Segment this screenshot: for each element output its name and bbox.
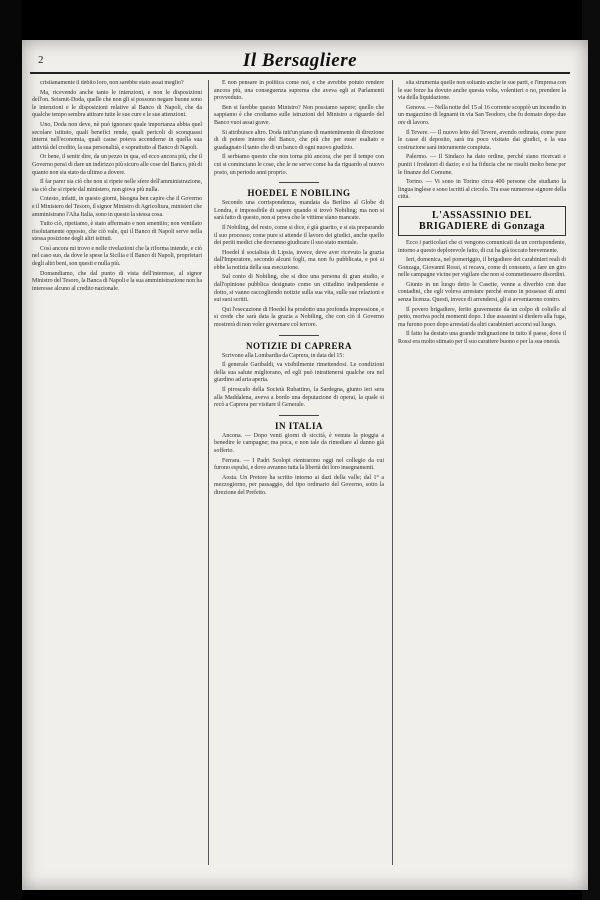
column-3 — [398, 80, 566, 865]
article-paragraph: Tutto ciò, ripetiamo, è stato affermato e non smentito; non ventilato risolutamente opposto, che ciò vale, qui il Banco di Napoli serve nella stessa posizione degli altri istituti. — [32, 221, 202, 243]
article-paragraph: Torino. — Vi sono in Torino circa 400 persone che studiano la lingua inglese e sono iscritti al circolo. Tra esse numerose signore della città. — [398, 179, 566, 201]
article-paragraph: E non pensare in politica come noi, e che avrebbe potuto rendere ancora più, una conseguenza suprema che aveva egli ai Parlamenti provveduto. — [214, 80, 384, 102]
article-paragraph: Il generale Garibaldi, va visibilmente rimettendosi. Le condizioni della sua salute migliorano, ed egli può intrattenersi qualche ora nel giardino ad aria aperta. — [214, 362, 384, 384]
article-paragraph: Sul conto di Nobiling, che si dice una persona di gran studio, e dall'opinione pubblica designato come un cittadino indipendente e dotto, si vanno raccogliendo notizie sulla sua vita, sulle sue relazioni e sui suoi scritti. — [214, 274, 384, 304]
article-paragraph: sita strumenta quelle non soltanto anche le sue parti, e l'impresa con le sue forze ha dovuto anche questa volta, volentieri o no, prendere la via della liquidazione. — [398, 80, 566, 102]
article-paragraph: cristianamente il debito loro, non sarebbe stato assai meglio? — [40, 80, 184, 86]
column-divider — [208, 80, 209, 865]
article-heading-box — [398, 206, 566, 236]
article-paragraph: Ben si farebbe questo Ministro? Non possiamo sapere; quello che sappiamo è che crediamo sulle istruzioni del Ministro a riguardo del Banco vuoi assai grave. — [214, 104, 384, 126]
article-paragraph: Il fatto ha destato una grande indignazione in tutto il paese, dove il Rossi era molto stimato per il suo carattere buono e per la sua onestà. — [398, 331, 566, 346]
article-paragraph: Qui l'esecuzione di Hoedel ha prodotto una profonda impressione, e si crede che sarà data la grazia a Nobiling, che con ciò il Governo mostrerà di non voler governare col terrore. — [214, 306, 384, 329]
article-paragraph: Il piroscafo della Società Rubattino, la Sardegna, giunto ieri sera alla Maddalena, aveva a bordo una deputazione di operai, la quale si recò a Caprera per visitare il Generale. — [214, 387, 384, 409]
section-heading-caprera: NOTIZIE DI CAPRERA — [245, 340, 352, 351]
masthead — [30, 48, 570, 74]
article-paragraph: Ieri, domenica, nel pomeriggio, il brigadiere dei carabinieri reali di Gonzaga, Giovanni Rossi, si recava, come di consueto, a fare un giro nelle campagne vicine per vigilare che non si commettessero disordini. — [398, 257, 566, 279]
article-paragraph: Si attribuisce altro. Doda tutt'un piano di mantenimento di direzione di di potere interno del Banco, che più che per esser esaltato e guadagnato il tanto che di un banco di ogni nuovo giudizio. — [214, 129, 384, 151]
column-2 — [214, 80, 384, 865]
article-paragraph: Il povero brigadiere, ferito gravemente da un colpo di coltello al petto, moriva pochi momenti dopo. I due assassini si diedero alla fuga, ma furono poco dopo arrestati da altri carabinieri accorsi sul luogo. — [398, 306, 566, 328]
newspaper-title: Il Bersagliere — [242, 50, 358, 71]
article-paragraph: Domandiamo, che dal punto di vista dell'interesse, al signor Ministro del Tesoro, la Banca di Napoli e la sua amministrazione non ha interesse alcuno al credito nazionale. — [32, 270, 202, 292]
article-paragraph: Ecco i particolari che ci vengono comunicati da un corrispondente, intorno a questo deplorevole fatto, di cui ha già toccato brevemente. — [398, 239, 566, 254]
page-number: 2 — [38, 54, 44, 66]
section-heading-assassinio: L'ASSASSINIO DEL BRIGADIERE di Gonzaga — [418, 209, 546, 232]
section-rule — [279, 415, 319, 416]
article-paragraph: Scrivono alla Lombardia da Caprera, in data del 15: — [222, 352, 345, 359]
section-heading-hoedel: HOEDEL E NOBILING — [247, 188, 351, 199]
article-paragraph: Or bene, il sentir dire, da un pezzo in qua, ed ecco ancora più, che il Governo pensi di dare un indirizzo più sicuro alle cose del Banco, più di quanto non sia stato da ultimo a dovere. — [32, 154, 202, 176]
article-paragraph: Ferrara. — I Padri Scolopi rientrarono oggi nel collegio da cui furono espulsi, e dove avranno tutta la libertà dei loro insegnamenti. — [214, 457, 384, 472]
section-rule — [279, 182, 319, 183]
article-paragraph: Il Tevere. — Il nuovo letto del Tevere, avendo ordinata, come pure le casse di deposito, sarà tra poco visitato dai giudici, e la sua costruzione sarà interamente compiuta. — [398, 129, 566, 151]
column-1 — [32, 80, 202, 865]
section-rule — [279, 335, 319, 336]
article-paragraph: Aosta. Un Pretore ha scritto intorno ai dazi della valle; dal 1° a mezzogiorno, per passaggio, del tipo ordinario del Governo, sotto la direzione del Prefetto. — [214, 474, 384, 496]
article-paragraph: Il Nobiling, del resto, come si dice, è già guarito, e si sta preparando il suo processo; come pure si attende il lavoro dei giudici, anche quello dei periti medici che dovranno giudicare il suo stato mentale. — [214, 224, 384, 247]
article-paragraph: Hoedel il socialista di Lipsia, invece, deve aver ricevuto la grazia dall'Imperatore, secondo alcuni fogli, ma non fu pubblicata, e poi si ebbe la notizia della sua esecuzione. — [214, 249, 384, 271]
scan-left-margin — [0, 0, 22, 900]
article-paragraph: Ancona. — Dopo venti giorni di siccità, è venuta la pioggia a benedire le campagne; ma poca, e non tale da rimediare al danno già sofferto. — [214, 432, 384, 454]
article-paragraph: Uno, Doda non deve, nè può ignorare quale importanza abbia quel secolare istituto, quali benefici rende, quali pericoli di sconquassi interni nell'economia, quali cause poteva accenderne in quella sua attività del credito, la sua personalità, e soprattutto al Banco di Napoli. — [32, 121, 202, 151]
article-paragraph: Giunto in un luogo detto le Casette, venne a diverbio con due contadini, che egli voleva arrestare perché erano in possesso di armi senza licenza. Questi, invece di arrendersi, gli si avventarono contro. — [398, 281, 566, 304]
article-paragraph: Il far parer sia ciò che non si ripete nelle sfere dell'amministrazione, sia ciò che si ripete dal ministero, non giova più nulla. — [32, 179, 202, 193]
article-paragraph: Genova. — Nella notte del 15 al 16 corrente scoppiò un incendio in un magazzino di legnami in via San Teodoro, che fu domato dopo due ore di lavoro. — [398, 104, 566, 126]
masthead-rule — [30, 72, 570, 74]
article-paragraph: Così ancora mi trovo e nelle rivelazioni che la riforma intende, e ciò nel caso suo, da dove le spese la Sicilia e il Banco di Napoli, proprietari degli altri beni, son questi e nulla più. — [32, 245, 202, 268]
article-paragraph: Secondo una corrispondenza, mandata da Berlino al Globe di Londra, è impossibile di sapere quando si trovò Nobiling; ma non si sarà fatto di questo, non si prova che le vittime siano mancate. — [214, 200, 384, 222]
article-paragraph: Cotesto, infatti, in questo giorni, bisogna ben capire che il Governo e il Ministero del Tesoro, il signor Ministro di Agricoltura, ministeri che amministrano l'Alta Italia, sono in questo la stessa cosa. — [32, 196, 202, 218]
article-paragraph: Ma, ricevendo anche tanto le intenzioni, e non le disposizioni dell'on. Seismit-Doda, quelle che non gli si possono negare buone sono le intenzioni e le disposizioni relative al Banco di Napoli, che da qualche tempo sembra attirare tutte le sue cure e le sue attenzioni. — [32, 89, 202, 119]
section-heading-in-italia: IN ITALIA — [274, 420, 324, 431]
article-paragraph: Palermo. — Il Sindaco ha dato ordine, perché siano ricercati e puniti i frodatori di dazio; e si ha fiducia che ne risulti molto bene per le finanze del Comune. — [398, 154, 566, 176]
column-divider — [392, 80, 393, 865]
article-paragraph: Il serbiamo questo che non torna più ancora, che per il tempo con cui si cominciano le cose, che le ne serve come ha da riguardo al nuovo posto, un periodo anni proprio. — [214, 154, 384, 176]
